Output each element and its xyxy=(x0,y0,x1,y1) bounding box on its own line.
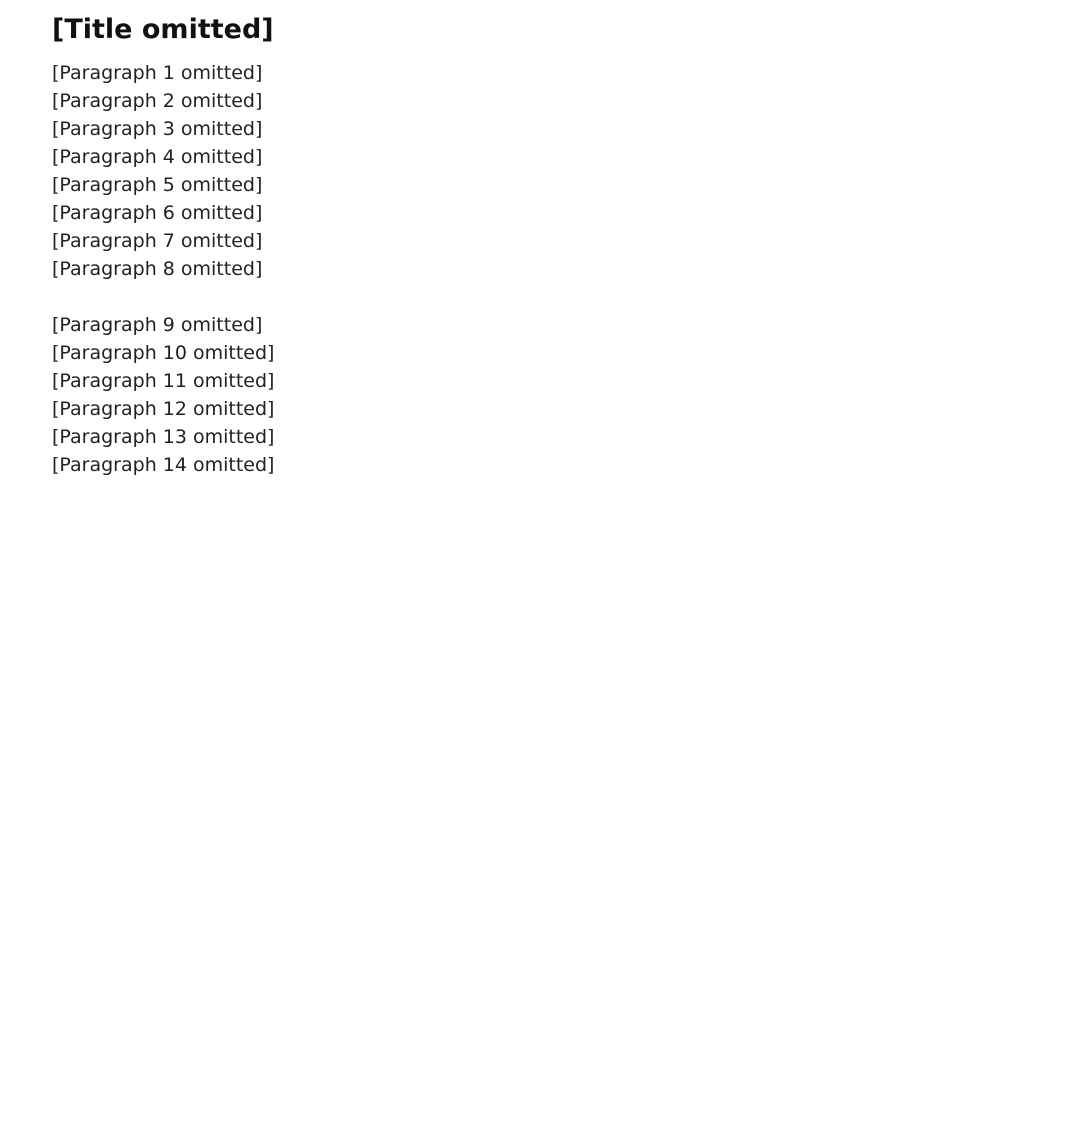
paragraph: [Paragraph 14 omitted] xyxy=(52,454,275,476)
paragraph: [Paragraph 9 omitted] xyxy=(52,314,263,336)
paragraph: [Paragraph 7 omitted] xyxy=(52,230,263,252)
paragraph: [Paragraph 4 omitted] xyxy=(52,146,263,168)
paragraph: [Paragraph 6 omitted] xyxy=(52,202,263,224)
paragraph: [Paragraph 3 omitted] xyxy=(52,118,263,140)
paragraph: [Paragraph 1 omitted] xyxy=(52,62,263,84)
section-1 xyxy=(52,59,1061,283)
paragraph: [Paragraph 2 omitted] xyxy=(52,90,263,112)
document xyxy=(0,0,1091,479)
paragraph: [Paragraph 8 omitted] xyxy=(52,258,263,280)
section-gap xyxy=(52,283,1061,311)
paragraph: [Paragraph 5 omitted] xyxy=(52,174,263,196)
paragraph: [Paragraph 11 omitted] xyxy=(52,370,275,392)
paragraph: [Paragraph 12 omitted] xyxy=(52,398,275,420)
paragraph: [Paragraph 13 omitted] xyxy=(52,426,275,448)
page-title: [Title omitted] xyxy=(52,14,274,45)
section-2 xyxy=(52,311,1061,479)
paragraph: [Paragraph 10 omitted] xyxy=(52,342,275,364)
